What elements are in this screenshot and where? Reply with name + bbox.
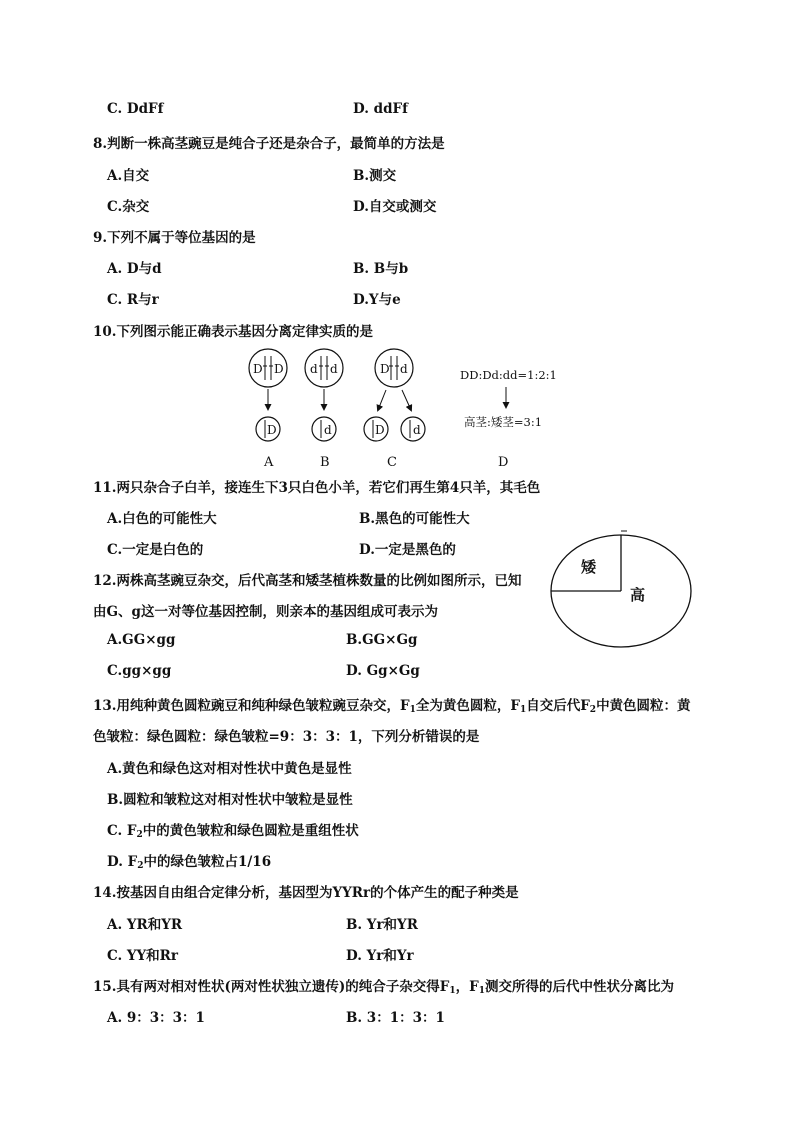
q14-option-a: A. YR和YR <box>107 917 183 933</box>
q14-option-b: B. Yr和YR <box>346 917 418 933</box>
pie-label-tall: 高 <box>630 586 646 604</box>
q12-option-b: B.GG×Gg <box>346 632 418 648</box>
figure-c-top-right: d <box>400 362 408 376</box>
figure-b-top-left: d <box>310 362 318 376</box>
q11-option-c: C.一定是白色的 <box>107 542 204 558</box>
q13-option-d: D. $F_2$中的绿色皱粒占1/16 <box>107 854 272 871</box>
figure-c-bottom-right: d <box>413 423 421 437</box>
q9-stem: 9.下列不属于等位基因的是 <box>93 230 256 246</box>
figure-a-bottom: D <box>267 423 277 437</box>
q15-option-a: A. 9：3：3：1 <box>107 1010 205 1026</box>
q14-option-d: D. Yr和Yr <box>346 948 414 964</box>
figure-a-top-right: D <box>274 362 284 376</box>
q14-stem: 14.按基因自由组合定律分析，基因型为YYRr的个体产生的配子种类是 <box>93 885 519 901</box>
q11-option-b: B.黑色的可能性大 <box>359 511 470 527</box>
q12-pie-chart <box>548 528 708 648</box>
figure-label-a: A <box>264 455 274 470</box>
q12-option-d: D. Gg×Gg <box>346 663 420 679</box>
q14-option-c: C. YY和Rr <box>107 948 179 964</box>
q8-stem: 8.判断一株高茎豌豆是纯合子还是杂合子，最简单的方法是 <box>93 136 445 152</box>
figure-d-top: DD:Dd:dd=1:2:1 <box>460 368 557 382</box>
q8-option-b: B.测交 <box>353 168 397 184</box>
q11-option-a: A.白色的可能性大 <box>107 511 217 527</box>
figure-d <box>460 368 557 470</box>
figure-c <box>364 349 425 470</box>
q10-stem: 10.下列图示能正确表示基因分离定律实质的是 <box>93 324 373 340</box>
q15-stem: 15.具有两对相对性状(两对性状独立遗传)的纯合子杂交得$F_1$，$F_1$测交所得的后代中性状分离比为 <box>93 979 674 996</box>
q9-option-c: C. R与r <box>107 292 159 308</box>
figure-label-c: C <box>387 455 397 470</box>
q13-option-c: C. $F_2$中的黄色皱粒和绿色圆粒是重组性状 <box>107 823 359 840</box>
q12-stem-line2: 由G、g这一对等位基因控制，则亲本的基因组成可表示为 <box>93 604 438 620</box>
q13-stem-line2: 色皱粒：绿色圆粒：绿色皱粒=9：3：3：1，下列分析错误的是 <box>93 729 480 745</box>
q13-option-b: B.圆粒和皱粒这对相对性状中皱粒是显性 <box>107 792 353 808</box>
figure-a <box>249 349 287 470</box>
q7-option-c: C. DdFf <box>107 101 164 117</box>
q12-stem-line1: 12.两株高茎豌豆杂交，后代高茎和矮茎植株数量的比例如图所示，已知 <box>93 573 522 589</box>
q12-option-c: C.gg×gg <box>107 663 172 679</box>
q9-option-d: D.Y与e <box>353 292 401 308</box>
q11-stem: 11.两只杂合子白羊，接连生下3只白色小羊，若它们再生第4只羊，其毛色 <box>93 480 541 496</box>
figure-d-bottom: 高茎:矮茎=3:1 <box>464 415 543 429</box>
q15-option-b: B. 3：1：3：1 <box>346 1010 445 1026</box>
figure-c-bottom-left: D <box>375 423 385 437</box>
pie-label-short: 矮 <box>581 558 597 576</box>
q11-option-d: D.一定是黑色的 <box>359 542 456 558</box>
q13-option-a: A.黄色和绿色这对相对性状中黄色是显性 <box>107 761 352 777</box>
figure-b-bottom: d <box>324 423 332 437</box>
q12-option-a: A.GG×gg <box>107 632 176 648</box>
q9-option-a: A. D与d <box>107 261 162 277</box>
q10-figure <box>230 345 590 470</box>
q8-option-d: D.自交或测交 <box>353 199 437 215</box>
q8-option-a: A.自交 <box>107 168 150 184</box>
q13-stem-line1: 13.用纯种黄色圆粒豌豆和纯种绿色皱粒豌豆杂交，$F_1$全为黄色圆粒，$F_1$自交后代$F_2$中黄色圆粒：黄 <box>93 698 691 715</box>
figure-a-top-left: D <box>253 362 263 376</box>
figure-b-top-right: d <box>330 362 338 376</box>
figure-b <box>305 349 343 470</box>
figure-c-top-left: D <box>380 362 390 376</box>
q7-option-d: D. ddFf <box>353 101 408 117</box>
figure-label-b: B <box>320 455 330 470</box>
q9-option-b: B. B与b <box>353 261 409 277</box>
q8-option-c: C.杂交 <box>107 199 150 215</box>
figure-label-d: D <box>498 455 509 470</box>
